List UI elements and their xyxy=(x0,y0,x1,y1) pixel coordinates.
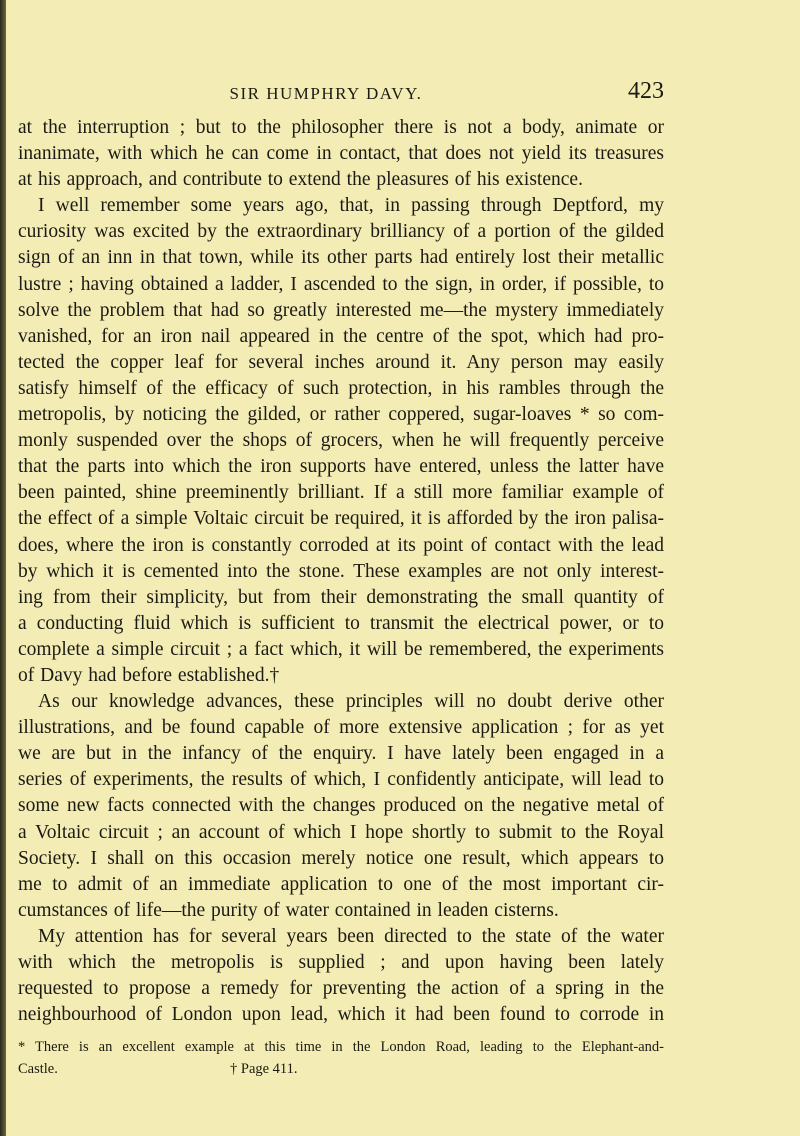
text-line: requested to propose a remedy for preventing the action of a spring in the xyxy=(18,978,664,1000)
footnote-1-line-2: Castle. xyxy=(18,1061,58,1077)
text-line: me to admit of an immediate application to one of the most important cir- xyxy=(18,873,664,895)
text-line: with which the metropolis is supplied ; and upon having been lately xyxy=(18,952,664,973)
text-line: lustre ; having obtained a ladder, I ascended to the sign, in order, if possible, to xyxy=(18,273,664,295)
running-title: SIR HUMPHRY DAVY. xyxy=(229,84,423,103)
text-line: a conducting fluid which is sufficient to transmit the electrical power, or to xyxy=(18,612,664,634)
text-line: neighbourhood of London upon lead, which it had been found to corrode in xyxy=(18,1004,664,1026)
text-line: at his approach, and contribute to extend the pleasures of his existence. xyxy=(18,169,583,191)
footnote-row xyxy=(18,1058,664,1080)
text-line: solve the problem that had so greatly interested me—the mystery immediately xyxy=(18,299,664,321)
text-line: I well remember some years ago, that, in passing through Deptford, my xyxy=(38,195,664,217)
text-line: tected the copper leaf for several inches around it. Any person may easily xyxy=(18,351,664,373)
text-line: sign of an inn in that town, while its other parts had entirely lost their metallic xyxy=(18,247,664,269)
text-line: series of experiments, the results of which, I confidently anticipate, will lead to xyxy=(18,769,664,791)
footnotes xyxy=(18,1036,664,1080)
text-line: been painted, shine preeminently brilliant. If a still more familiar example of xyxy=(18,482,664,504)
text-line: My attention has for several years been directed to the state of the water xyxy=(38,925,664,947)
body-text xyxy=(18,115,664,1028)
text-line: vanished, for an iron nail appeared in the centre of the spot, which had pro- xyxy=(18,325,664,347)
text-line: the effect of a simple Voltaic circuit be required, it is afforded by the iron palisa- xyxy=(18,508,664,530)
text-line: metropolis, by noticing the gilded, or rather coppered, sugar-loaves * so com- xyxy=(18,404,664,426)
text-line: by which it is cemented into the stone. These examples are not only interest- xyxy=(18,560,664,582)
footnote-1-line-1: * There is an excellent example at this time in the London Road, leading to the Elephant-and- xyxy=(18,1039,664,1055)
page-header xyxy=(18,78,664,108)
text-line: monly suspended over the shops of grocers, when he will frequently perceive xyxy=(18,430,664,452)
text-line: does, where the iron is constantly corroded at its point of contact with the lead xyxy=(18,534,664,556)
text-line: cumstances of life—the purity of water contained in leaden cisterns. xyxy=(18,899,559,921)
footnote-2: † Page 411. xyxy=(230,1061,298,1077)
text-line: some new facts connected with the changes produced on the negative metal of xyxy=(18,795,664,817)
text-line: Society. I shall on this occasion merely notice one result, which appears to xyxy=(18,847,664,869)
text-line: at the interruption ; but to the philosopher there is not a body, animate or xyxy=(18,117,664,138)
text-line: As our knowledge advances, these principles will no doubt derive other xyxy=(38,691,664,713)
text-line: of Davy had before established.† xyxy=(18,664,280,686)
text-line: satisfy himself of the efficacy of such protection, in his rambles through the xyxy=(18,377,664,399)
text-line: ing from their simplicity, but from their demonstrating the small quantity of xyxy=(18,586,664,608)
text-line: a Voltaic circuit ; an account of which I hope shortly to submit to the Royal xyxy=(18,821,664,843)
text-line: complete a simple circuit ; a fact which, it will be remembered, the experiments xyxy=(18,638,664,660)
text-line: illustrations, and be found capable of more extensive application ; for as yet xyxy=(18,717,664,739)
text-line: curiosity was excited by the extraordinary brilliancy of a portion of the gilded xyxy=(18,221,664,243)
text-line: that the parts into which the iron supports have entered, unless the latter have xyxy=(18,456,664,478)
page-binding-edge xyxy=(0,0,6,1136)
text-line: we are but in the infancy of the enquiry. I have lately been engaged in a xyxy=(18,743,664,765)
text-line: inanimate, with which he can come in contact, that does not yield its treasures xyxy=(18,143,664,165)
page-number: 423 xyxy=(628,78,664,104)
